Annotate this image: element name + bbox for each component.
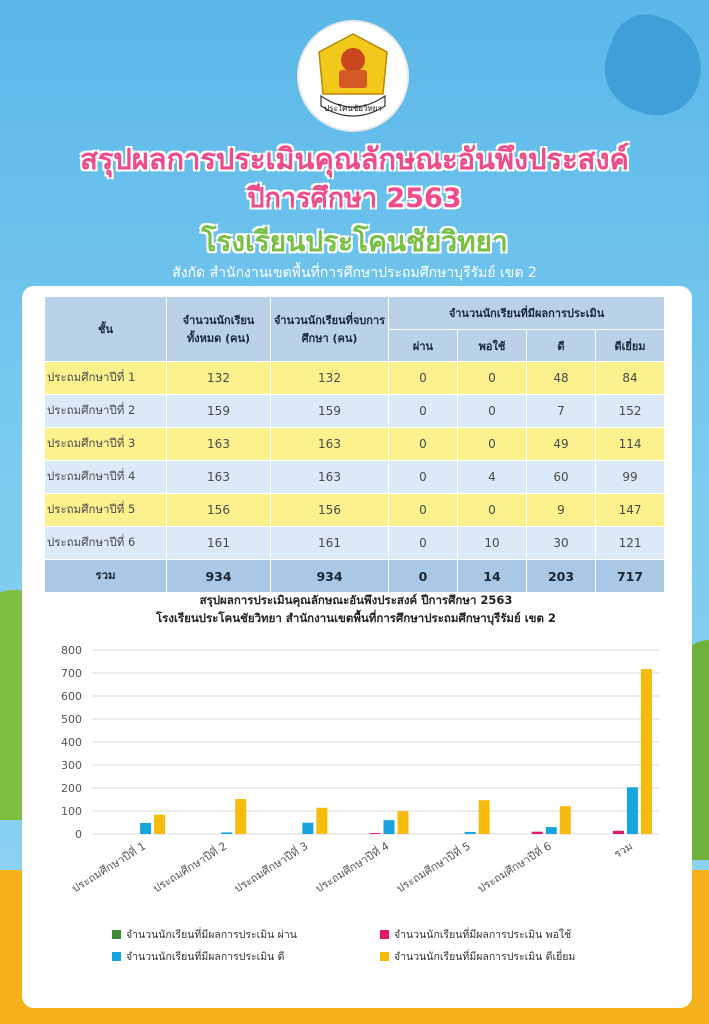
cell-graduated: 159: [271, 395, 389, 428]
x-tick-label: ประถมศึกษาปีที่ 3: [231, 839, 311, 896]
header-excellent: ดีเยี่ยม: [596, 330, 665, 362]
table-row: [45, 395, 665, 428]
table-row: [45, 362, 665, 395]
x-tick-label: รวม: [611, 839, 636, 861]
cell-total: 161: [167, 527, 271, 560]
cell-pass: 0: [389, 362, 458, 395]
header-fair: พอใช้: [458, 330, 527, 362]
cell-good: 7: [527, 395, 596, 428]
cell-graduated: 161: [271, 527, 389, 560]
cell-grade: ประถมศึกษาปีที่ 2: [45, 395, 167, 428]
bar: [154, 815, 165, 834]
cell-pass: 0: [389, 428, 458, 461]
cell-grade: ประถมศึกษาปีที่ 3: [45, 428, 167, 461]
table-row: [45, 527, 665, 560]
y-tick-label: 100: [61, 805, 82, 818]
x-tick-label: ประถมศึกษาปีที่ 6: [475, 839, 554, 896]
header-grade: ชั้น: [45, 297, 167, 362]
table-total-row: [45, 560, 665, 593]
legend-swatch: [380, 952, 389, 961]
cell-fair: 0: [458, 494, 527, 527]
cell-graduated: 163: [271, 428, 389, 461]
y-tick-label: 200: [61, 782, 82, 795]
y-tick-label: 700: [61, 667, 82, 680]
bar: [546, 827, 557, 834]
cell-grade: ประถมศึกษาปีที่ 5: [45, 494, 167, 527]
bar: [370, 833, 381, 834]
x-tick-label: ประถมศึกษาปีที่ 1: [69, 839, 149, 896]
cell-grade: ประถมศึกษาปีที่ 6: [45, 527, 167, 560]
x-tick-label: ประถมศึกษาปีที่ 5: [394, 839, 473, 896]
cell-total: 163: [167, 461, 271, 494]
bar: [384, 820, 395, 834]
cell-fair: 0: [458, 428, 527, 461]
legend-label: จำนวนนักเรียนที่มีผลการประเมิน พอใช้: [394, 929, 572, 941]
bar: [302, 823, 313, 834]
chart-title: สรุปผลการประเมินคุณลักษณะอันพึงประสงค์ ปีการศึกษา 2563: [199, 593, 513, 607]
header-graduated-students: จำนวนนักเรียนที่จบการศึกษา (คน): [271, 297, 389, 362]
table-row: [45, 428, 665, 461]
cell-good: 9: [527, 494, 596, 527]
header-good: ดี: [527, 330, 596, 362]
school-emblem-icon: [299, 22, 407, 130]
affiliation-text: สังกัด สำนักงานเขตพื้นที่การศึกษาประถมศึกษาบุรีรัมย์ เขต 2: [172, 265, 537, 281]
cell-grade: ประถมศึกษาปีที่ 4: [45, 461, 167, 494]
cell-excellent: 84: [596, 362, 665, 395]
cell-total: 159: [167, 395, 271, 428]
cell-pass: 0: [389, 461, 458, 494]
cell-pass: 0: [389, 560, 458, 593]
cell-good: 60: [527, 461, 596, 494]
cell-fair: 10: [458, 527, 527, 560]
legend-label: จำนวนนักเรียนที่มีผลการประเมิน ดี: [126, 951, 285, 963]
y-tick-label: 0: [75, 828, 82, 841]
bar: [641, 669, 652, 834]
chart-subtitle: โรงเรียนประโคนชัยวิทยา สำนักงานเขตพื้นที่การศึกษาประถมศึกษาบุรีรัมย์ เขต 2: [156, 611, 556, 625]
school-name: โรงเรียนประโคนชัยวิทยา: [201, 225, 508, 258]
cell-graduated: 156: [271, 494, 389, 527]
chart-plot: [40, 590, 672, 980]
legend-label: จำนวนนักเรียนที่มีผลการประเมิน ดีเยี่ยม: [394, 951, 576, 963]
results-chart: [40, 590, 672, 980]
cell-total: 156: [167, 494, 271, 527]
header-result-group: จำนวนนักเรียนที่มีผลการประเมิน: [389, 297, 665, 330]
academic-year: ปีการศึกษา 2563: [247, 183, 462, 214]
bar: [532, 832, 543, 834]
cell-fair: 0: [458, 362, 527, 395]
cell-excellent: 99: [596, 461, 665, 494]
cell-fair: 4: [458, 461, 527, 494]
bar: [221, 832, 232, 834]
cell-pass: 0: [389, 527, 458, 560]
y-tick-label: 800: [61, 644, 82, 657]
school-logo: [299, 22, 407, 130]
legend-swatch: [112, 952, 121, 961]
cell-total: 163: [167, 428, 271, 461]
bar: [560, 806, 571, 834]
cell-excellent: 717: [596, 560, 665, 593]
cell-excellent: 147: [596, 494, 665, 527]
bar: [316, 808, 327, 834]
legend-swatch: [380, 930, 389, 939]
bar: [627, 787, 638, 834]
cell-total: 934: [167, 560, 271, 593]
x-tick-label: ประถมศึกษาปีที่ 2: [150, 839, 230, 896]
cell-excellent: 114: [596, 428, 665, 461]
cell-graduated: 934: [271, 560, 389, 593]
bar: [140, 823, 151, 834]
cell-good: 203: [527, 560, 596, 593]
cell-graduated: 163: [271, 461, 389, 494]
bar: [398, 811, 409, 834]
bar: [613, 831, 624, 834]
cell-excellent: 152: [596, 395, 665, 428]
bar: [235, 799, 246, 834]
cell-grade: รวม: [45, 560, 167, 593]
legend-swatch: [112, 930, 121, 939]
header-total-students: จำนวนนักเรียนทั้งหมด (คน): [167, 297, 271, 362]
table-row: [45, 494, 665, 527]
y-tick-label: 500: [61, 713, 82, 726]
page-title: สรุปผลการประเมินคุณลักษณะอันพึงประสงค์: [80, 142, 629, 176]
y-tick-label: 600: [61, 690, 82, 703]
cell-good: 48: [527, 362, 596, 395]
cell-good: 49: [527, 428, 596, 461]
header-pass: ผ่าน: [389, 330, 458, 362]
cell-grade: ประถมศึกษาปีที่ 1: [45, 362, 167, 395]
cell-pass: 0: [389, 395, 458, 428]
svg-text:ประโคนชัยวิทยา: ประโคนชัยวิทยา: [324, 104, 382, 113]
cell-good: 30: [527, 527, 596, 560]
legend-label: จำนวนนักเรียนที่มีผลการประเมิน ผ่าน: [126, 929, 297, 941]
cell-excellent: 121: [596, 527, 665, 560]
table-row: [45, 461, 665, 494]
cell-total: 132: [167, 362, 271, 395]
assessment-table: [44, 296, 665, 593]
cell-graduated: 132: [271, 362, 389, 395]
bar: [465, 832, 476, 834]
y-tick-label: 300: [61, 759, 82, 772]
y-tick-label: 400: [61, 736, 82, 749]
x-tick-label: ประถมศึกษาปีที่ 4: [313, 839, 392, 896]
cell-pass: 0: [389, 494, 458, 527]
bar: [479, 800, 490, 834]
cell-fair: 14: [458, 560, 527, 593]
cell-fair: 0: [458, 395, 527, 428]
